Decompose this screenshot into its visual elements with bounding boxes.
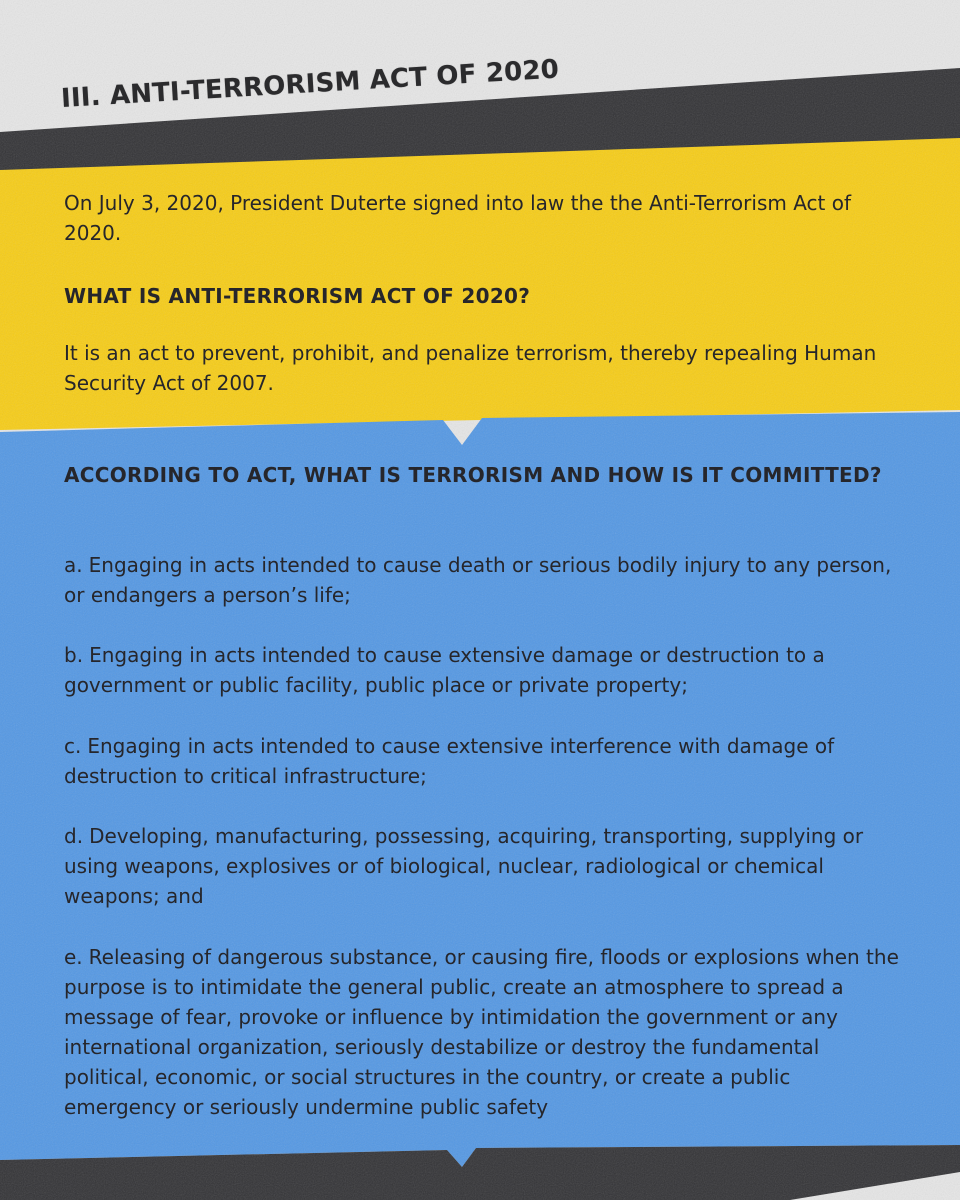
list-item-c-text: Engaging in acts intended to cause extensive interference with damage of destruction to critical infrastructure; — [64, 734, 835, 788]
list-item-d-text: Developing, manufacturing, possessing, acquiring, transporting, supplying or using weapons, explosives or of biological, nuclear, radiological or chemical weapons; and — [64, 824, 864, 908]
list-item-e — [64, 942, 904, 1122]
list-item-d-marker: d. — [64, 824, 84, 848]
page-title: III. ANTI-TERRORISM ACT OF 2020 — [60, 54, 560, 114]
list-item-b-text: Engaging in acts intended to cause extensive damage or destruction to a government or public facility, public place or private property; — [64, 643, 825, 697]
list-item-d — [64, 821, 904, 911]
list-item-e-marker: e. — [64, 945, 83, 969]
list-item-b — [64, 640, 904, 700]
question-heading-1: WHAT IS ANTI-TERRORISM ACT OF 2020? — [64, 284, 531, 308]
list-item-e-text: Releasing of dangerous substance, or causing fire, floods or explosions when the purpose is to intimidate the general public, create an atmosphere to spread a message of fear, provoke or influence by intimidation the government or any international organization, seriously destabilize or destroy the fundamental political, economic, or social structures in the country, or create a public emergency or seriously undermine public safety — [64, 945, 899, 1119]
answer-paragraph-1: It is an act to prevent, prohibit, and penalize terrorism, thereby repealing Human Security Act of 2007. — [64, 341, 877, 395]
list-item-c-marker: c. — [64, 734, 82, 758]
list-item-a-text: Engaging in acts intended to cause death or serious bodily injury to any person, or endangers a person’s life; — [64, 553, 892, 607]
list-item-c — [64, 731, 904, 791]
question-heading-2: ACCORDING TO ACT, WHAT IS TERRORISM AND HOW IS IT COMMITTED? — [64, 463, 882, 487]
list-item-a — [64, 550, 904, 610]
list-item-b-marker: b. — [64, 643, 84, 667]
intro-paragraph: On July 3, 2020, President Duterte signed into law the the Anti-Terrorism Act of 2020. — [64, 191, 852, 245]
list-item-a-marker: a. — [64, 553, 83, 577]
